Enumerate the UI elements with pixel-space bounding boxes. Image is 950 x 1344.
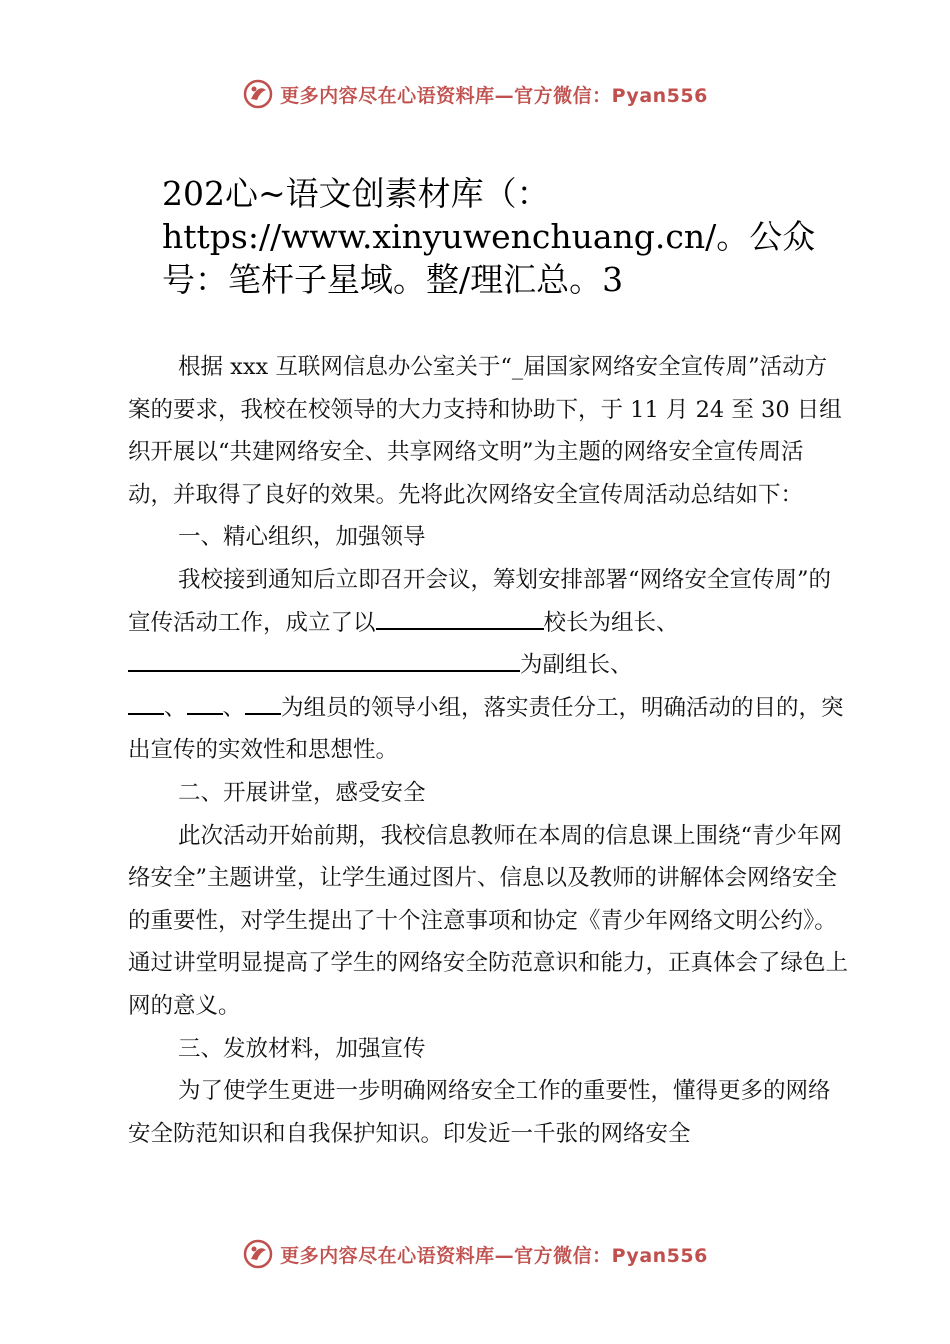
section-heading-3: 三、发放材料，加强宣传 [178, 1035, 426, 1062]
blank-line [128, 691, 164, 715]
paragraph-lecture: 此次活动开始前期，我校信息教师在本周的信息课上围绕“青少年网络安全”主题讲堂，让学生通过图片、信息以及教师的讲解体会网络安全的重要性，对学生提出了十个注意事项和协定《青少年网络文明公约》。通过讲堂明显提高了学生的网络安全防范意识和能力，正真体会了绿色上网的意义。 [128, 822, 849, 1019]
header-banner [0, 74, 950, 114]
paragraph-text: 为副组长、 [520, 652, 633, 679]
blank-line [376, 606, 544, 630]
document-body [128, 346, 848, 1155]
page-title: 202心~语文创素材库（：https://www.xinyuwenchuang.cn/。公众号：笔杆子星域。整/理汇总。3 [162, 174, 816, 299]
banner-text: 更多内容尽在心语资料库—官方微信：Pyan556 [280, 84, 708, 107]
paragraph-materials: 为了使学生更进一步明确网络安全工作的重要性，懂得更多的网络安全防范知识和自我保护知识。印发近一千张的网络安全 [128, 1078, 831, 1147]
blank-line [187, 691, 223, 715]
section-heading-2: 二、开展讲堂，感受安全 [178, 779, 426, 806]
footer-banner [0, 1234, 950, 1274]
brand-logo-icon [242, 78, 274, 110]
paragraph-text: 为组员的领导小组，落实责任分工，明确活动的目的，突出宣传的实效性和思想性。 [128, 694, 844, 764]
brand-logo-icon [242, 1238, 274, 1270]
separator-text: 、 [222, 694, 246, 721]
paragraph-organization [128, 559, 848, 772]
separator-text: 、 [164, 694, 187, 721]
banner-text: 更多内容尽在心语资料库—官方微信：Pyan556 [280, 1244, 708, 1267]
blank-line [128, 648, 520, 672]
section-heading-1: 一、精心组织，加强领导 [178, 524, 426, 551]
paragraph-text: 校长为组长、 [543, 609, 679, 636]
blank-line [245, 691, 281, 715]
paragraph-intro: 根据 xxx 互联网信息办公室关于“_届国家网络安全宣传周”活动方案的要求，我校在校领导的大力支持和协助下，于 11 月 24 至 30 日组织开展以“共建网络安全、共享网络文明”为主题的网络安全宣传周活动，并取得了良好的效果。先将此次网络安全宣传周活动总结如下： [128, 354, 842, 508]
paragraph-text: 我校接到通知后立即召开会议，筹划安排部署“网络安全宣传周”的宣传活动工作，成立了以 [128, 566, 832, 636]
